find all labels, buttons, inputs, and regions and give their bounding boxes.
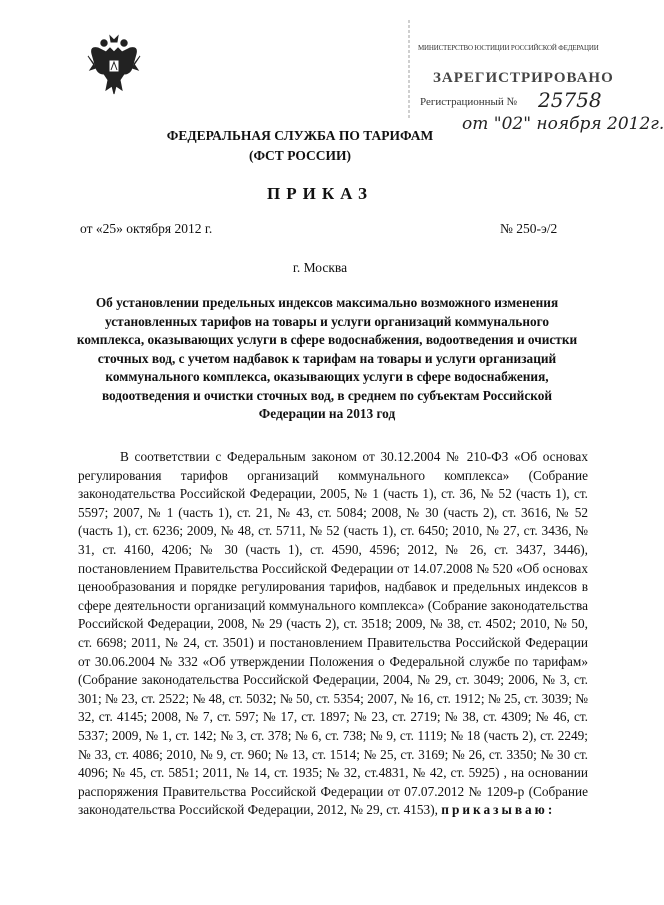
stamp-registered-label: ЗАРЕГИСТРИРОВАНО (433, 70, 614, 86)
stamp-border-left (408, 20, 410, 120)
document-title: ПРИКАЗ (267, 184, 373, 203)
document-body (78, 448, 588, 820)
document-subject: Об установлении предельных индексов максимально возможного изменения установленных тарифов на товары и услуги организаций коммунального комплекса, оказывающих услуги в сфере водоснабжения, водоотведения и очистки сточных вод, с учетом надбавок к тарифам на товары и услуги организаций коммунального комплекса, оказывающих услуги в сфере водоснабжения, водоотведения и очистки сточных вод, в среднем по субъектам Российской Федерации на 2013 год (76, 295, 578, 421)
agency-short-name: (ФСТ РОССИИ) (248, 148, 352, 163)
stamp-ministry-line: МИНИСТЕРСТВО ЮСТИЦИИ РОССИЙСКОЙ ФЕДЕРАЦИИ (418, 44, 599, 52)
order-word: приказываю: (441, 802, 556, 818)
double-headed-eagle-emblem (86, 34, 142, 100)
stamp-reg-date: от "02" ноября 2012г. (462, 114, 664, 134)
document-number: № 250-э/2 (500, 221, 558, 236)
document-city: г. Москва (292, 260, 348, 275)
body-paragraph: В соответствии с Федеральным законом от 30.12.2004 № 210-ФЗ «Об основах регулирования тарифов организаций коммунального комплекса» (Собрание законодательства Российской Федерации, 2005, № 1 (часть 1), ст. 36, № 52 (часть 1), ст. 5597; 2007, № 1 (часть 1), ст. 21, № 43, ст. 5084; 2008, № 30 (часть 2), ст. 3616, № 52 (часть 1), ст. 6236; 2009, № 48, ст. 5711, № 52 (часть 1), ст. 6450; 2010, № 27, ст. 3436, № 31, ст. 4160, 4206; № 30 (часть 1), ст. 4590, 4596; 2012, № 26, ст. 3437, 3446), постановлением Правительства Российской Федерации от 14.07.2008 № 520 «Об основах ценообразования и порядке регулирования тарифов, надбавок и предельных индексов в сфере деятельности организаций коммунального комплекса» (Собрание законодательства Российской Федерации, 2008, № 29 (часть 2), ст. 3518; 2009, № 38, ст. 4502; 2010, № 50, ст. 6698; 2011, № 24, ст. 3501) и постановлением Правительства Российской Федерации от 30.06.2004 № 332 «Об утверждении Положения о Федеральной службе по тарифам» (Собрание законодательства Российской Федерации, 2004, № 29, ст. 3049; 2006, № 3, ст. 301; № 23, ст. 2522; № 48, ст. 5032; № 50, ст. 5354; 2007, № 16, ст. 1912; № 25, ст. 3039; № 32, ст. 4145; 2008, № 7, ст. 597; № 17, ст. 1897; № 23, ст. 2719; № 38, ст. 4309; № 46, ст. 5337; 2009, № 1, ст. 142; № 3, ст. 378; № 6, ст. 738; № 9, ст. 1119; № 18 (часть 2), ст. 2249; № 33, ст. 4086; 2010, № 9, ст. 960; № 13, ст. 1514; № 25, ст. 3169; № 26, ст. 3350; № 30 ст. 4096; № 45, ст. 5851; 2011, № 14, ст. 1935; № 32, ст.4831, № 42, ст. 5925) , на основании распоряжения Правительства Российской Федерации от 07.07.2012 № 1209-р (Собрание законодательства Российской Федерации, 2012, № 29, ст. 4153), (78, 449, 588, 818)
agency-name: ФЕДЕРАЛЬНАЯ СЛУЖБА ПО ТАРИФАМ (166, 128, 434, 143)
stamp-reg-number: 25758 (538, 88, 602, 112)
stamp-reg-number-label: Регистрационный № (420, 96, 518, 108)
document-date: от «25» октября 2012 г. (80, 221, 213, 236)
